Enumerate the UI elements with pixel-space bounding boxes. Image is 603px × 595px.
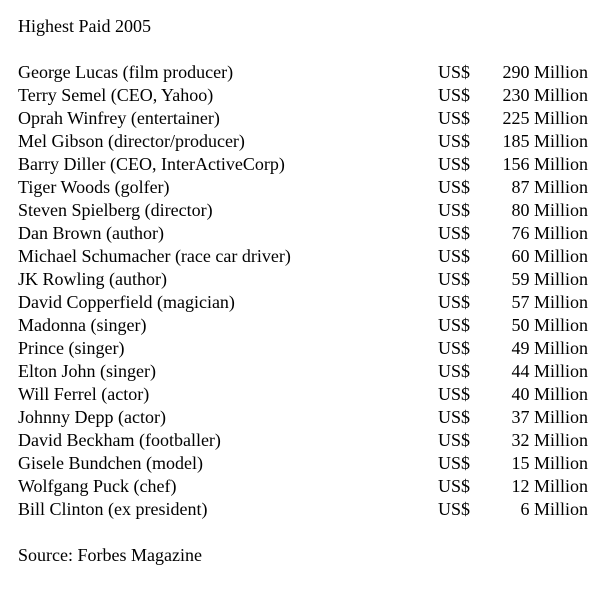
- currency-label: US$: [438, 476, 471, 496]
- list-item: [18, 475, 588, 498]
- earnings-value: 57: [511, 292, 530, 312]
- earnings-value: 60: [511, 246, 530, 266]
- earnings-amount: [511, 475, 588, 498]
- earnings-value: 6: [520, 499, 530, 519]
- earnings-amount: [511, 406, 588, 429]
- earnings-value: 37: [511, 407, 530, 427]
- earnings-unit: Million: [533, 131, 588, 151]
- document-title: Highest Paid 2005: [18, 16, 151, 36]
- earnings-unit: Million: [533, 85, 588, 105]
- earnings-amount: [511, 314, 588, 337]
- earnings-amount: [502, 61, 588, 84]
- list-item: [18, 153, 588, 176]
- earnings-unit: Million: [533, 407, 588, 427]
- person-name: Elton John (singer): [18, 361, 156, 381]
- earnings-unit: Million: [533, 476, 588, 496]
- currency-label: US$: [438, 223, 471, 243]
- currency-label: US$: [438, 200, 471, 220]
- person-name: JK Rowling (author): [18, 269, 167, 289]
- earnings-amount: [511, 268, 588, 291]
- currency-label: US$: [438, 62, 471, 82]
- person-name: Mel Gibson (director/producer): [18, 131, 245, 151]
- earnings-unit: Million: [533, 108, 588, 128]
- earnings-value: 15: [511, 453, 530, 473]
- currency-label: US$: [438, 246, 471, 266]
- earnings-unit: Million: [533, 200, 588, 220]
- currency-label: US$: [438, 430, 471, 450]
- currency-label: US$: [438, 384, 471, 404]
- earnings-value: 40: [511, 384, 530, 404]
- person-name: Tiger Woods (golfer): [18, 177, 170, 197]
- currency-label: US$: [438, 453, 471, 473]
- currency-label: US$: [438, 85, 471, 105]
- source-note: Source: Forbes Magazine: [18, 545, 202, 565]
- earnings-amount: [511, 222, 588, 245]
- earnings-value: 87: [511, 177, 530, 197]
- currency-label: US$: [438, 361, 471, 381]
- earnings-unit: Million: [533, 177, 588, 197]
- list-item: [18, 199, 588, 222]
- currency-label: US$: [438, 407, 471, 427]
- list-item: [18, 452, 588, 475]
- list-item: [18, 360, 588, 383]
- earnings-unit: Million: [533, 154, 588, 174]
- earnings-unit: Million: [533, 453, 588, 473]
- earnings-value: 230: [502, 85, 530, 105]
- earnings-value: 225: [502, 108, 530, 128]
- person-name: Oprah Winfrey (entertainer): [18, 108, 220, 128]
- person-name: Wolfgang Puck (chef): [18, 476, 177, 496]
- earnings-unit: Million: [533, 269, 588, 289]
- earnings-unit: Million: [533, 223, 588, 243]
- list-item: [18, 429, 588, 452]
- earnings-amount: [511, 383, 588, 406]
- earnings-amount: [511, 199, 588, 222]
- person-name: Will Ferrel (actor): [18, 384, 150, 404]
- earnings-amount: [511, 291, 588, 314]
- list-item: [18, 176, 588, 199]
- list-item: [18, 268, 588, 291]
- currency-label: US$: [438, 499, 471, 519]
- list-item: [18, 61, 588, 84]
- person-name: Steven Spielberg (director): [18, 200, 213, 220]
- person-name: Barry Diller (CEO, InterActiveCorp): [18, 154, 285, 174]
- earnings-amount: [502, 130, 588, 153]
- list-item: [18, 245, 588, 268]
- earnings-amount: [511, 245, 588, 268]
- person-name: George Lucas (film producer): [18, 62, 234, 82]
- currency-label: US$: [438, 269, 471, 289]
- list-item: [18, 291, 588, 314]
- earnings-value: 290: [502, 62, 530, 82]
- list-item: [18, 383, 588, 406]
- earnings-unit: Million: [533, 361, 588, 381]
- earnings-value: 76: [511, 223, 530, 243]
- list-item: [18, 222, 588, 245]
- earnings-unit: Million: [533, 315, 588, 335]
- earnings-value: 156: [502, 154, 530, 174]
- person-name: Terry Semel (CEO, Yahoo): [18, 85, 214, 105]
- earnings-value: 80: [511, 200, 530, 220]
- list-item: [18, 337, 588, 360]
- earnings-amount: [511, 337, 588, 360]
- earnings-value: 32: [511, 430, 530, 450]
- list-item: [18, 314, 588, 337]
- earnings-value: 59: [511, 269, 530, 289]
- currency-label: US$: [438, 177, 471, 197]
- currency-label: US$: [438, 108, 471, 128]
- list-item: [18, 406, 588, 429]
- earnings-value: 12: [511, 476, 530, 496]
- list-item: [18, 498, 588, 521]
- earnings-unit: Million: [533, 338, 588, 358]
- currency-label: US$: [438, 292, 471, 312]
- person-name: David Beckham (footballer): [18, 430, 221, 450]
- earnings-value: 44: [511, 361, 530, 381]
- earnings-unit: Million: [533, 62, 588, 82]
- currency-label: US$: [438, 131, 471, 151]
- currency-label: US$: [438, 338, 471, 358]
- person-name: David Copperfield (magician): [18, 292, 235, 312]
- earnings-unit: Million: [533, 292, 588, 312]
- document: [18, 15, 588, 567]
- earnings-value: 185: [502, 131, 530, 151]
- earnings-amount: [502, 153, 588, 176]
- earnings-amount: [511, 452, 588, 475]
- earnings-amount: [502, 84, 588, 107]
- earnings-unit: Million: [533, 430, 588, 450]
- list-item: [18, 84, 588, 107]
- earnings-list: [18, 61, 588, 521]
- person-name: Madonna (singer): [18, 315, 147, 335]
- person-name: Gisele Bundchen (model): [18, 453, 203, 473]
- earnings-amount: [511, 360, 588, 383]
- currency-label: US$: [438, 154, 471, 174]
- earnings-amount: [511, 429, 588, 452]
- person-name: Dan Brown (author): [18, 223, 164, 243]
- list-item: [18, 130, 588, 153]
- person-name: Prince (singer): [18, 338, 125, 358]
- earnings-amount: [502, 107, 588, 130]
- list-item: [18, 107, 588, 130]
- earnings-amount: [520, 498, 588, 521]
- earnings-amount: [511, 176, 588, 199]
- earnings-unit: Million: [533, 384, 588, 404]
- earnings-unit: Million: [533, 246, 588, 266]
- person-name: Bill Clinton (ex president): [18, 499, 208, 519]
- earnings-unit: Million: [533, 499, 588, 519]
- person-name: Michael Schumacher (race car driver): [18, 246, 291, 266]
- earnings-value: 49: [511, 338, 530, 358]
- currency-label: US$: [438, 315, 471, 335]
- earnings-value: 50: [511, 315, 530, 335]
- person-name: Johnny Depp (actor): [18, 407, 166, 427]
